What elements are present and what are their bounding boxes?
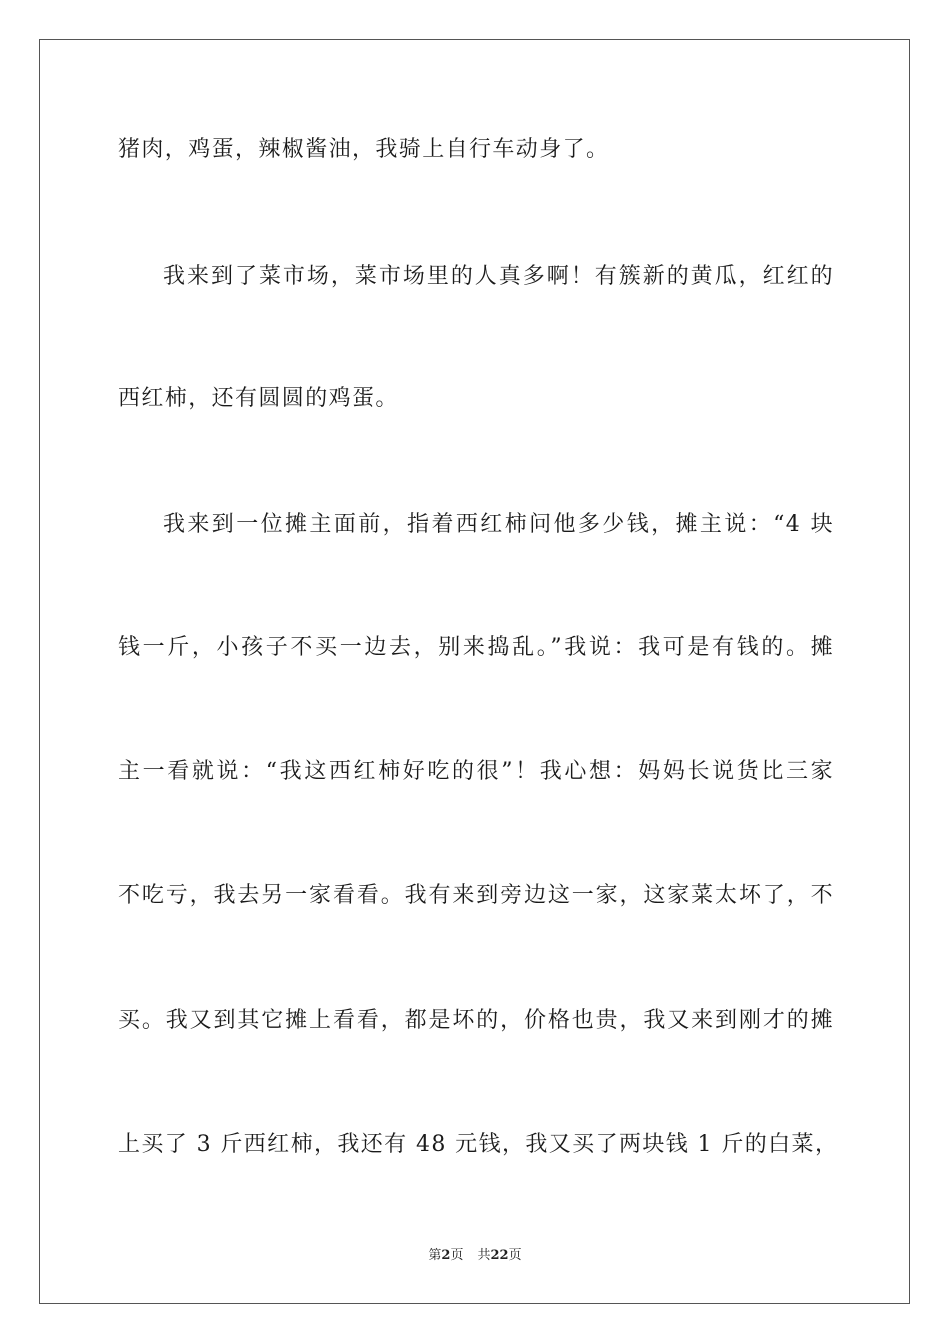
page-number-prefix: 第 [428,1248,442,1263]
text-line-7: 不吃亏，我去另一家看看。我有来到旁边这一家，这家菜太坏了，不 [118,883,834,908]
text-line-9: 上买了 3 斤西红柿，我还有 48 元钱，我又买了两块钱 1 斤的白菜， [118,1132,839,1157]
text-line-6: 主一看就说：“我这西红柿好吃的很”！我心想：妈妈长说货比三家 [118,759,834,784]
text-line-8: 买。我又到其它摊上看看，都是坏的，价格也贵，我又来到刚才的摊 [118,1008,834,1033]
text-line-5: 钱一斤，小孩子不买一边去，别来捣乱。”我说：我可是有钱的。摊 [118,635,834,660]
page-number-suffix: 页 [450,1248,464,1263]
page-footer [0,1247,950,1265]
page-border [39,39,910,1304]
text-line-1: 猪肉，鸡蛋，辣椒酱油，我骑上自行车动身了。 [118,137,610,162]
text-line-3: 西红柿，还有圆圆的鸡蛋。 [118,386,399,411]
total-pages-number: 22 [490,1248,509,1263]
total-pages-prefix: 共 [477,1248,491,1263]
text-line-4: 我来到一位摊主面前，指着西红柿问他多少钱，摊主说：“4 块 [163,512,834,537]
total-pages-suffix: 页 [508,1248,522,1263]
text-line-2: 我来到了菜市场，菜市场里的人真多啊！有簇新的黄瓜，红红的 [163,264,834,289]
current-page-number: 2 [441,1248,451,1263]
